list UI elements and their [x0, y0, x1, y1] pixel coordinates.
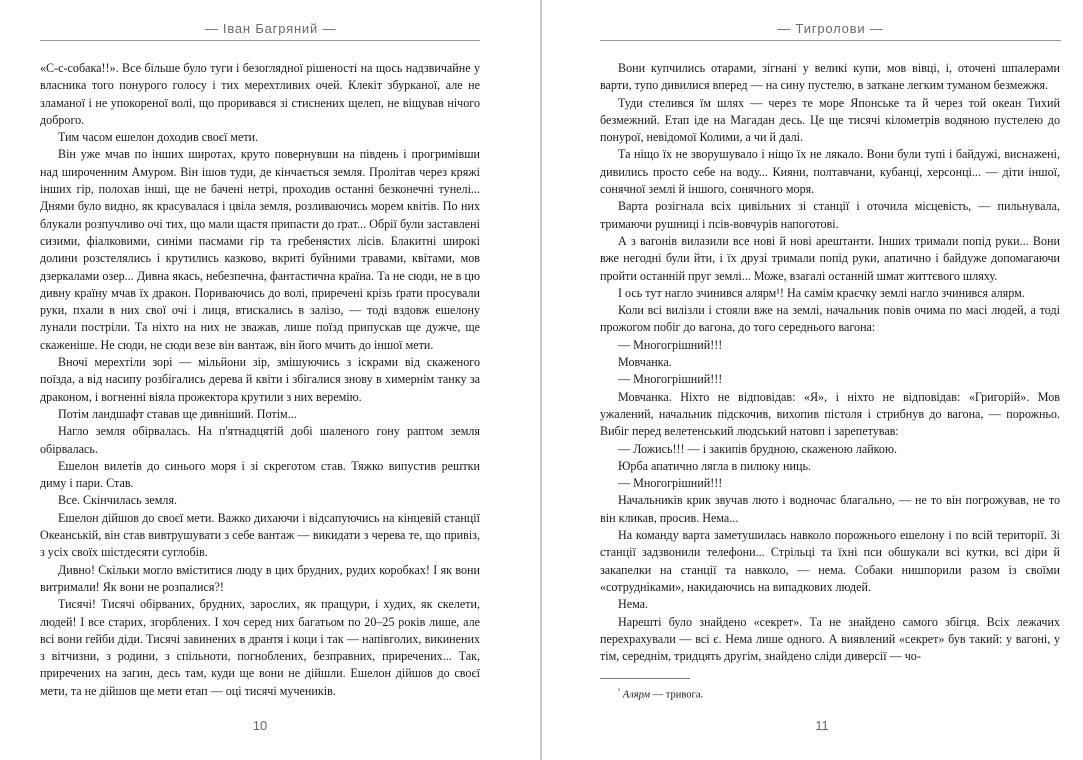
footnote-term: Алярм: [622, 689, 651, 701]
paragraph: Коли всі вилізли і стояли вже на землі, начальник повів очима по масі людей, а тоді прожогом побіг до вагона, до того середнього вагона:: [600, 303, 1060, 335]
paragraph: Туди стелився їм шлях — через те море Японське та й через той океан Тихий безмежний. Етап іде на Магадан десь. Це ще тисячі кілометрів водяною пустелею до понурої, невідомої Колими, а чи й далі.: [600, 95, 1060, 145]
paragraph: Нарешті було знайдено «секрет». Та не знайдено самого збігця. Всіх лежачих перехрахували — всі є. Нема лише одного. А виявлений «секрет» був такий: у вагоні, у тім, середнім, тридцять другім, знайдено сліди диверсії — чо-: [600, 614, 1060, 664]
running-header-author: — Іван Багряний —: [204, 21, 337, 36]
header-rule: [40, 40, 480, 41]
right-page: [542, 0, 1083, 760]
paragraph: Нема.: [618, 597, 649, 612]
paragraph: — Многогрішний!!!: [618, 337, 723, 352]
paragraph: — Многогрішний!!!: [618, 476, 723, 491]
paragraph: Вночі мерехтіли зорі — мільйони зір, змішуючись з іскрами від скаженого поїзда, а від насипу розбігались дерева й квіти і збігалися знову в химернім танку за драконом, і вогненні віяла прожектора крутили з них веремію.: [40, 355, 480, 404]
paragraph: Мовчанка. Ніхто не відповідав: «Я», і ніхто не відповідав: «Григорій». Мов ужалений, начальник підскочив, вихопив пістоля і стрибнув до вагона, — порожньо. Вибіг перед велетенський людський натовп і зарепетував:: [600, 389, 1060, 439]
paragraph: «С-с-собака!!». Все більше було туги і безоглядної рішеності на щось надзвичайне у власника того понурого голосу і тих мерехтливих очей. Клекіт збурканої, але не зламаної і не упокореної волі, що проривався зі стиснених щелеп, не віщував нічого доброго.: [40, 61, 480, 127]
paragraph: — Ложись!!! — і закипів брудною, скаженою лайкою.: [618, 441, 898, 456]
paragraph: І ось тут нагло зчинився алярм¹! На самім краєчку землі нагло зчинився алярм.: [618, 285, 1025, 300]
body-text: [40, 60, 480, 700]
left-page: [0, 0, 541, 760]
paragraph: Тим часом ешелон доходив своєї мети.: [58, 130, 259, 145]
paragraph: Він уже мчав по інших широтах, круто повернувши на південь і прогримівши над широченним Амуром. Він ішов туди, де кінчається земля. Пролітав через кряжі інших гір, полохав інші, ще не бачені нетрі, проходив останні безконечні тунелі... Днями було видно, як красувалася і цвіла земля, розливаючись морем квітів. По них блукали розпучливо очі тих, що мали щастя припасти до ґрат... Обрії були заставлені сизими, фіалковими, синіми пасмами гір та гребенястих лісів. Блакитні широкі долини розстелялись і крутились казково, вкриті буйними травами, квітами, мов дзеркалами озер... Дивна якась, небезпечна, фантастична країна. Та не сюди, не в цю дивну країну мчав їх дракон. Пориваючись до волі, приречені крізь ґрати просували руки, пхали в них свої очі і лиця, втискались в залізо, — тоді вздовж ешелону лунали постріли. Та ніхто на них не зважав, лише поїзд припускав ще дужче, ще скаженіше. Не сюди, не сюди везе він вантаж, він його мчить до іншої мети.: [40, 147, 480, 352]
paragraph: А з вагонів вилазили все нові й нові арештанти. Інших тримали попід руки... Вони вже негодні були йти, і їх друзі тримали попід руки, апатично і байдуже допомагаючи пройти останній пруг землі... Може, взагалі останній шмат життєвого шляху.: [600, 233, 1060, 283]
paragraph: Та ніщо їх не зворушувало і ніщо їх не лякало. Вони були тупі і байдужі, виснажені, дивились просто себе на воду... Кияни, полтавчани, кубанці, херсонці... — діти іншої, сонячної землі й іншого, сонячного моря.: [600, 147, 1060, 197]
paragraph: Мовчанка.: [618, 355, 672, 370]
footnote-marker: ¹: [618, 687, 621, 695]
paragraph: Начальників крик звучав люто і водночас благально, — не то він погрожував, не то він кликав, просив. Нема...: [600, 493, 1060, 525]
paragraph: Варта розігнала всіх цивільних зі станції і оточила місцевість, — пильнувала, тримаючи рушниці і псів-вовчурів напоготові.: [600, 199, 1060, 231]
paragraph: — Многогрішний!!!: [618, 372, 723, 387]
paragraph: Тисячі! Тисячі обірваних, брудних, зарослих, як пращури, і худих, як скелети, людей! І все старих, згорблених. І хоч серед них багатьом по 20–25 років лише, але всі вони гейби діди. Тисячі завинених в дрантя і коци і так — напівголих, викинених з вітчизни, з родини, з спільноти, погноблених, безправних, приречених... Так, приречених на загин, десь там, куди ще вони не дійшли. Ешелон дійшов до своєї мети, та не дійшов ще мети етап — оці тисячі мучеників.: [40, 597, 480, 698]
page-number: 10: [252, 718, 268, 733]
paragraph: Вони купчились отарами, зігнані у великі купи, мов вівці, і, оточені шпалерами варти, тупо дивилися вперед — на сину пустелю, в заткане легким туманом безмежжя.: [600, 61, 1060, 93]
header-rule: [600, 40, 1061, 41]
page-number: 11: [815, 718, 829, 733]
paragraph: Потім ландшафт ставав ще дивніший. Потім...: [58, 406, 297, 421]
paragraph: Ешелон вилетів до синього моря і зі скреготом став. Тяжко випустив рештки диму і пари. Став.: [40, 458, 480, 491]
footnote-text: — тривога.: [650, 689, 704, 701]
paragraph: На команду варта заметушилась навколо порожнього ешелону і по всій території. Зі станції задзвонили телефони... Стрільці та їхні пси обшукали всі кутки, всі діри й закапелки на станції та навколо, — нема. Собаки нишпорили разом із своїми «сотрудніками», накидаючись на випадкових людей.: [600, 528, 1060, 594]
paragraph: Дивно! Скільки могло вміститися люду в цих брудних, рудих коробках! І як вони витримали! Як вони не розпалися?!: [40, 562, 480, 594]
footnote-rule: [600, 678, 690, 679]
paragraph: Все. Скінчилась земля.: [58, 493, 178, 508]
running-header-title: — Тигролови —: [777, 21, 884, 36]
body-text: [600, 60, 1060, 665]
paragraph: Ешелон дійшов до своєї мети. Важко дихаючи і відсапуючись на кінцевій станції Океанській, він став вивтрушувати з себе вантаж — викидати з черева те, що привіз, з усіх своїх шістдесяти суглобів.: [40, 510, 480, 560]
footnote: [600, 684, 1060, 703]
paragraph: Нагло земля обірвалась. На п'ятнадцятій добі шаленого гону раптом земля обірвалась.: [40, 424, 480, 456]
paragraph: Юрба апатично лягла в пилюку ниць.: [618, 458, 811, 473]
